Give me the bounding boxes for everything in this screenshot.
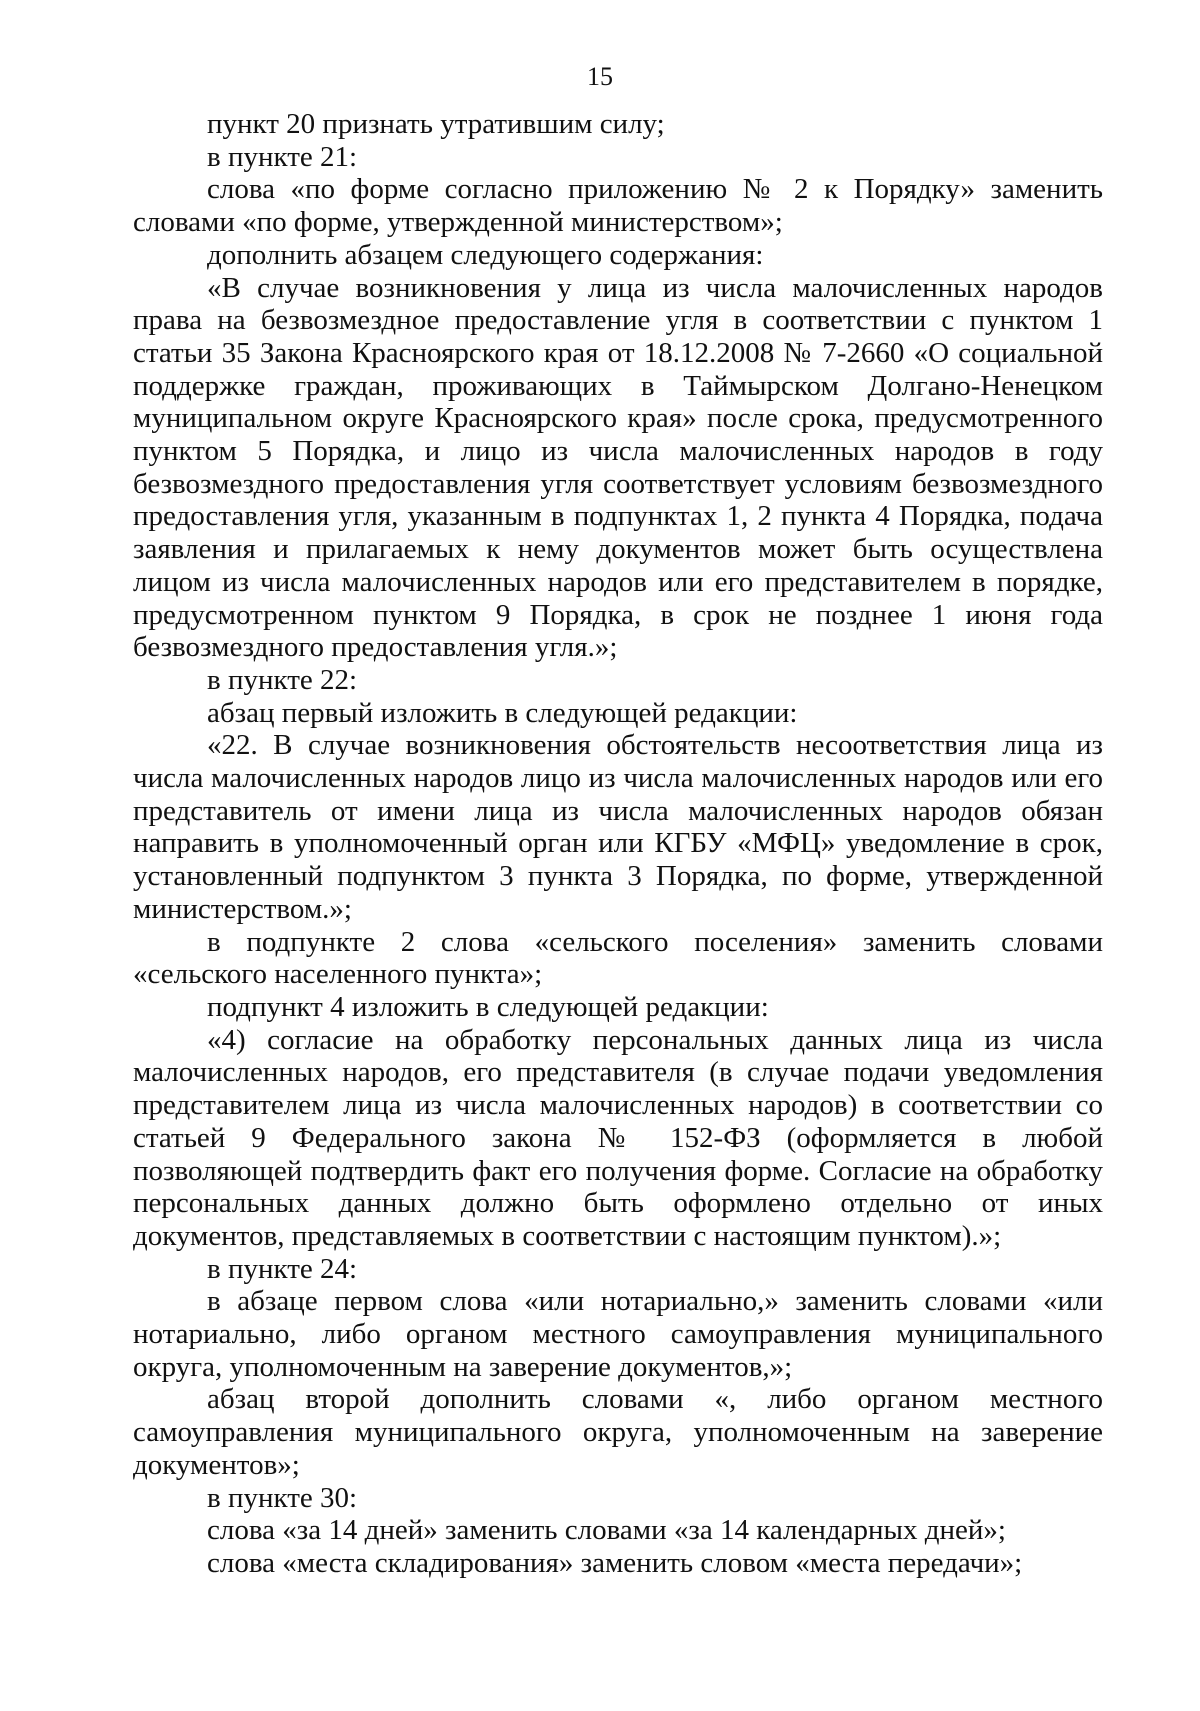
paragraph: в абзаце первом слова «или нотариально,» заменить словами «или нотариально, либо органом местного самоуправления муниципального округа, уполномоченным на заверение документов,»; bbox=[133, 1285, 1103, 1383]
paragraph: слова «по форме согласно приложению № 2 к Порядку» заменить словами «по форме, утвержденной министерством»; bbox=[133, 173, 1103, 239]
paragraph: слова «за 14 дней» заменить словами «за 14 календарных дней»; bbox=[207, 1514, 1006, 1547]
paragraph: слова «места складирования» заменить словом «места передачи»; bbox=[207, 1546, 1023, 1579]
paragraph: в подпункте 2 слова «сельского поселения» заменить словами «сельского населенного пункта»; bbox=[133, 925, 1103, 991]
paragraph: «4) согласие на обработку персональных данных лица из числа малочисленных народов, его представителя (в случае подачи уведомления представителем лица из числа малочисленных народов) в соответствии со статьей 9 Федерального закона № 152-ФЗ (оформляется в любой позволяющей подтвердить факт его получения форме. Согласие на обработку персональных данных должно быть оформлено отдельно от иных документов, представляемых в соответствии с настоящим пунктом).»; bbox=[133, 1023, 1103, 1252]
paragraph: «В случае возникновения у лица из числа малочисленных народов права на безвозмездное предоставление угля в соответствии с пунктом 1 статьи 35 Закона Красноярского края от 18.12.2008 № 7-2660 «О социальной поддержке граждан, проживающих в Таймырском Долгано-Ненецком муниципальном округе Красноярского края» после срока, предусмотренного пунктом 5 Порядка, и лицо из числа малочисленных народов в году безвозмездного предоставления угля соответствует условиям безвозмездного предоставления угля, указанным в подпунктах 1, 2 пункта 4 Порядка, подача заявления и прилагаемых к нему документов может быть осуществлена лицом из числа малочисленных народов или его представителем в порядке, предусмотренном пунктом 9 Порядка, в срок не позднее 1 июня года безвозмездного предоставления угля.»; bbox=[133, 271, 1103, 664]
paragraph: в пункте 22: bbox=[207, 663, 358, 696]
document-body bbox=[133, 108, 1103, 1580]
paragraph: абзац первый изложить в следующей редакции: bbox=[207, 696, 798, 729]
page-number: 15 bbox=[587, 62, 613, 91]
paragraph: в пункте 21: bbox=[207, 140, 358, 173]
paragraph: подпункт 4 изложить в следующей редакции: bbox=[207, 990, 769, 1023]
paragraph: дополнить абзацем следующего содержания: bbox=[207, 238, 764, 271]
paragraph: в пункте 24: bbox=[207, 1252, 358, 1285]
paragraph: пункт 20 признать утратившим силу; bbox=[207, 108, 665, 140]
paragraph: в пункте 30: bbox=[207, 1481, 358, 1514]
paragraph: абзац второй дополнить словами «, либо органом местного самоуправления муниципального округа, уполномоченным на заверение документов»; bbox=[133, 1383, 1103, 1481]
paragraph: «22. В случае возникновения обстоятельств несоответствия лица из числа малочисленных народов лицо из числа малочисленных народов или его представитель от имени лица из числа малочисленных народов обязан направить в уполномоченный орган или КГБУ «МФЦ» уведомление в срок, установленный подпунктом 3 пункта 3 Порядка, по форме, утвержденной министерством.»; bbox=[133, 729, 1103, 925]
